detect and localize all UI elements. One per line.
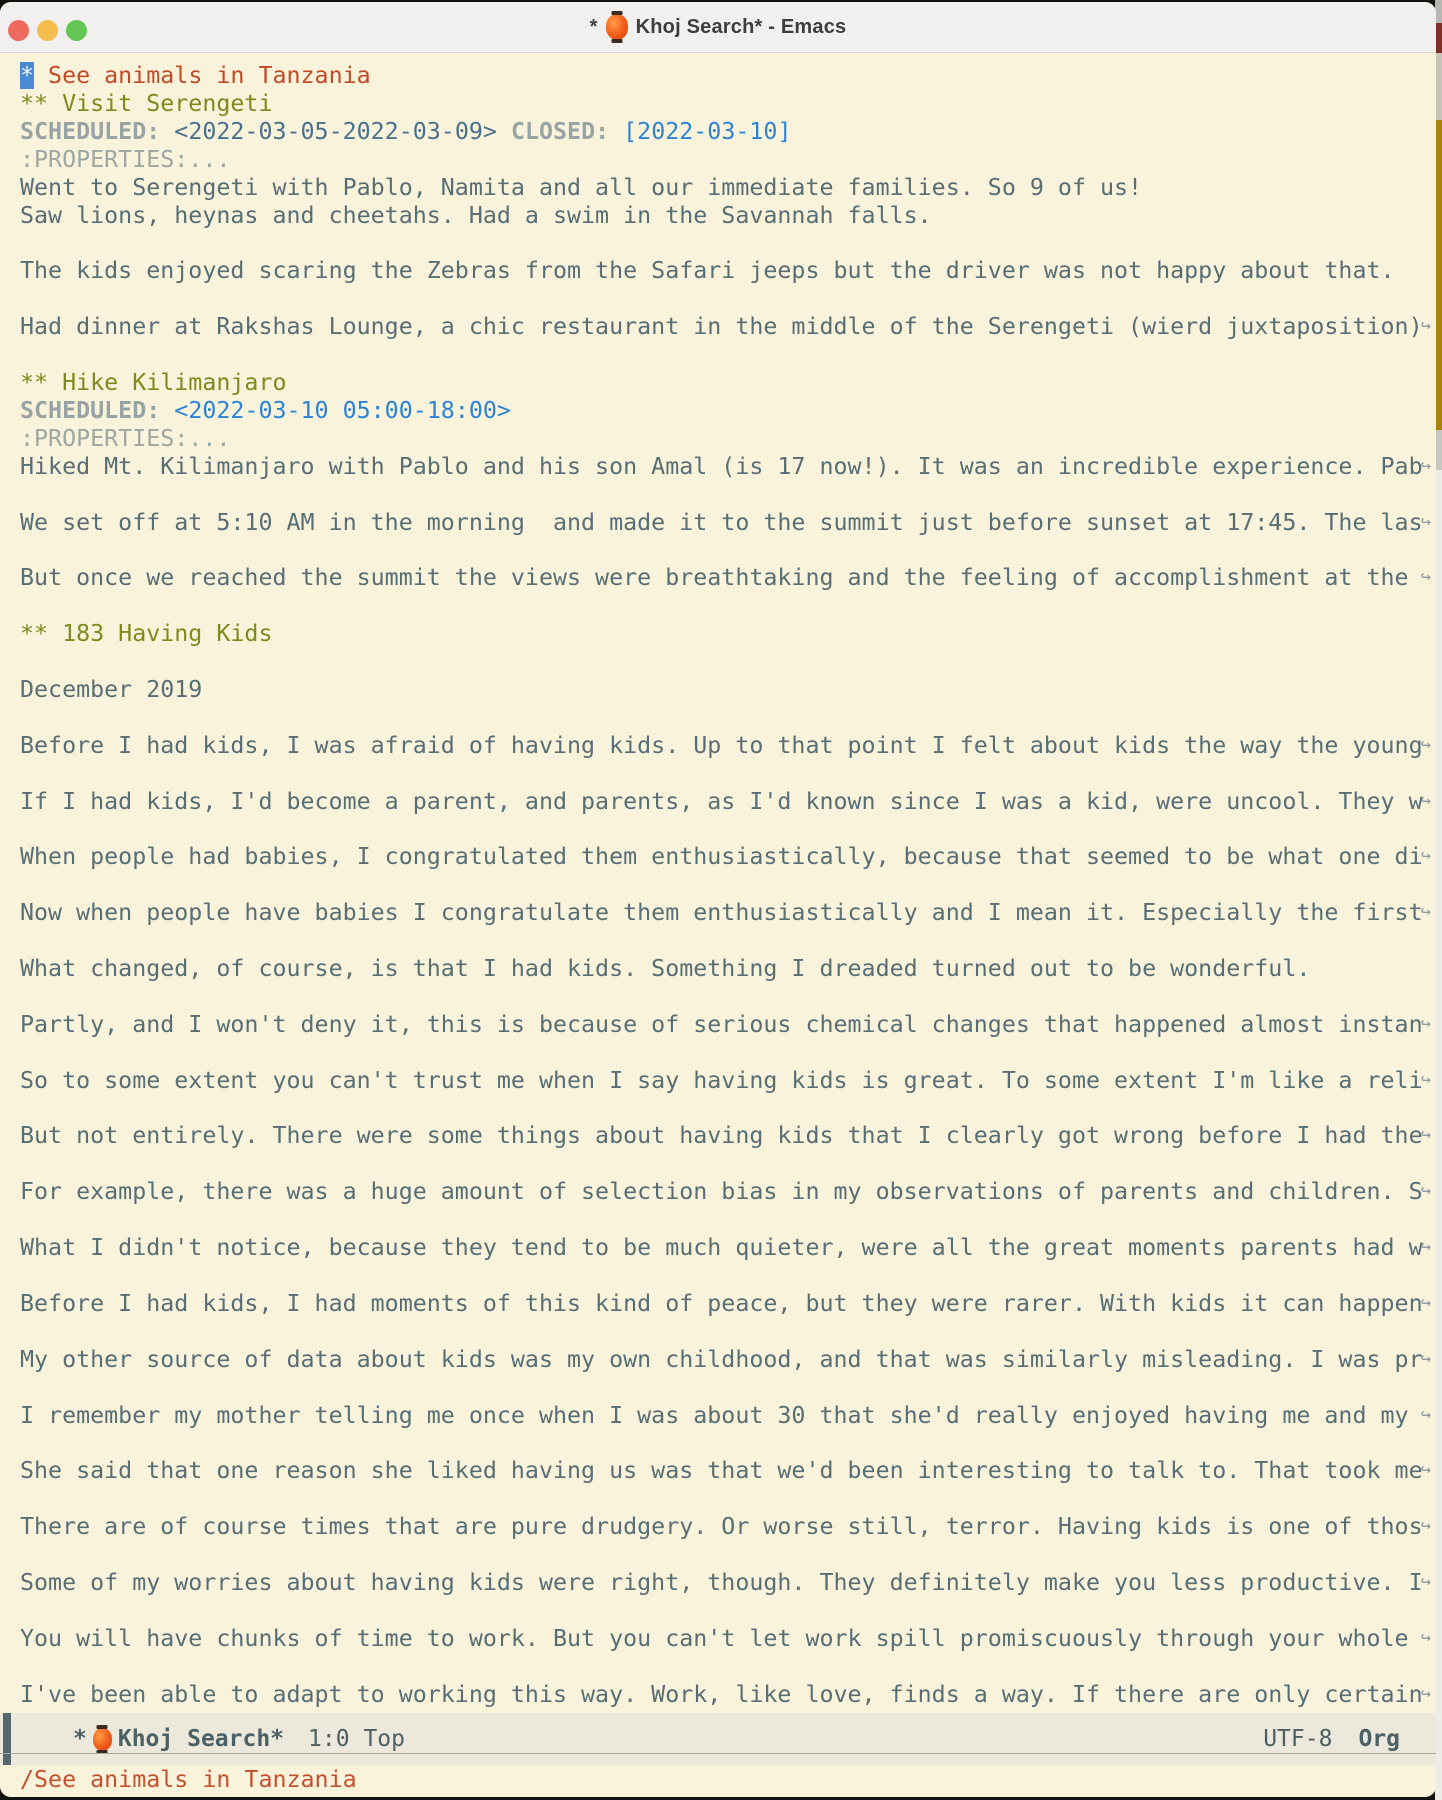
buffer-line[interactable] xyxy=(0,62,1436,90)
line-wrap-arrow-icon: ↪ xyxy=(1420,902,1431,923)
buffer-line[interactable] xyxy=(0,1011,1436,1039)
buffer-line[interactable] xyxy=(0,1457,1436,1485)
line-wrap-arrow-icon: ↪ xyxy=(1420,1571,1431,1592)
body-text: Now when people have babies I congratulate them enthusiastically and I mean it. Especially the first xyxy=(20,899,1423,927)
buffer-line[interactable] xyxy=(0,732,1436,760)
buffer-line[interactable] xyxy=(0,397,1436,425)
body-text: Before I had kids, I was afraid of having kids. Up to that point I felt about kids the way the young xyxy=(20,731,1423,759)
buffer-line[interactable] xyxy=(0,313,1436,341)
buffer-blank-line[interactable] xyxy=(0,1262,1436,1290)
body-text: You will have chunks of time to work. But you can't let work spill promiscuously through your whole xyxy=(20,1624,1423,1652)
buffer-line[interactable] xyxy=(0,1402,1436,1430)
encoding-indicator[interactable]: UTF-8 xyxy=(1263,1726,1333,1752)
lantern-icon xyxy=(93,1728,112,1751)
buffer-line[interactable] xyxy=(0,369,1436,397)
org-timestamp-range: <2022-03-05-2022-03-09> xyxy=(174,117,497,145)
text-cursor: * xyxy=(20,62,35,89)
line-wrap-arrow-icon: ↪ xyxy=(1420,567,1431,588)
buffer-blank-line[interactable] xyxy=(0,536,1436,564)
body-text: Some of my worries about having kids were right, though. They definitely make you less productive. I xyxy=(20,1568,1423,1596)
body-text: I've been able to adapt to working this way. Work, like love, finds a way. If there are only certain xyxy=(20,1680,1423,1708)
body-text: What changed, of course, is that I had kids. Something I dreaded turned out to be wonderful. xyxy=(20,955,1311,982)
mode-line xyxy=(0,1713,1436,1765)
buffer-blank-line[interactable] xyxy=(0,341,1436,369)
buffer-line[interactable] xyxy=(0,955,1436,983)
buffer-blank-line[interactable] xyxy=(0,1653,1436,1681)
line-wrap-arrow-icon: ↪ xyxy=(1420,1404,1431,1425)
buffer-line[interactable] xyxy=(0,1513,1436,1541)
mode-line-right xyxy=(1263,1726,1400,1752)
buffer-line[interactable] xyxy=(0,453,1436,481)
org-heading-2: ** Visit Serengeti xyxy=(20,89,273,117)
buffer-blank-line[interactable] xyxy=(0,871,1436,899)
body-text: There are of course times that are pure drudgery. Or worse still, terror. Having kids is one of thos xyxy=(20,1513,1423,1541)
line-wrap-arrow-icon: ↪ xyxy=(1420,1516,1431,1537)
buffer-blank-line[interactable] xyxy=(0,1374,1436,1402)
buffer-line[interactable] xyxy=(0,899,1436,927)
org-timestamp: [2022-03-10] xyxy=(623,117,792,145)
buffer-blank-line[interactable] xyxy=(0,1039,1436,1067)
line-col-indicator: 1:0 xyxy=(308,1726,350,1752)
body-text: But not entirely. There were some things about having kids that I clearly got wrong before I had the xyxy=(20,1122,1423,1150)
line-wrap-arrow-icon: ↪ xyxy=(1420,1069,1431,1090)
title-bar[interactable] xyxy=(0,2,1436,53)
background-window-sliver xyxy=(1435,0,1442,1800)
body-text: December 2019 xyxy=(20,675,203,703)
buffer-blank-line[interactable] xyxy=(0,760,1436,788)
body-text: We set off at 5:10 AM in the morning and made it to the summit just before sunset at 17:45. The las xyxy=(20,508,1423,536)
buffer-blank-line[interactable] xyxy=(0,983,1436,1011)
body-text: What I didn't notice, because they tend to be much quieter, were all the great moments parents had w xyxy=(20,1234,1423,1262)
buffer-blank-line[interactable] xyxy=(0,1206,1436,1234)
body-text: My other source of data about kids was my own childhood, and that was similarly misleading. I was pr xyxy=(20,1345,1423,1373)
body-text: If I had kids, I'd become a parent, and parents, as I'd known since I was a kid, were uncool. They w xyxy=(20,787,1423,815)
minibuffer[interactable] xyxy=(0,1765,1436,1797)
body-text: Saw lions, heynas and cheetahs. Had a swim in the Savannah falls. xyxy=(20,201,932,229)
org-buffer[interactable] xyxy=(0,53,1436,1713)
org-keyword: SCHEDULED: xyxy=(20,117,161,145)
line-wrap-arrow-icon: ↪ xyxy=(1420,1013,1431,1034)
body-text: The kids enjoyed scaring the Zebras from the Safari jeeps but the driver was not happy about that. xyxy=(20,257,1395,285)
buffer-blank-line[interactable] xyxy=(0,1597,1436,1625)
body-text: But once we reached the summit the views were breathtaking and the feeling of accomplishment at the xyxy=(20,564,1423,592)
body-text: For example, there was a huge amount of selection bias in my observations of parents and children. S xyxy=(20,1178,1423,1206)
buffer-blank-line[interactable] xyxy=(0,481,1436,509)
buffer-line[interactable] xyxy=(0,564,1436,592)
buffer-blank-line[interactable] xyxy=(0,229,1436,257)
body-text xyxy=(609,118,623,145)
line-wrap-arrow-icon: ↪ xyxy=(1420,1292,1431,1313)
lantern-icon xyxy=(606,14,628,40)
line-wrap-arrow-icon: ↪ xyxy=(1420,1348,1431,1369)
buffer-line[interactable] xyxy=(0,509,1436,537)
major-mode-indicator[interactable]: Org xyxy=(1358,1726,1400,1752)
line-wrap-arrow-icon: ↪ xyxy=(1420,1125,1431,1146)
buffer-line[interactable] xyxy=(0,1290,1436,1318)
mode-line-position xyxy=(308,1726,405,1752)
window-title-post: Khoj Search* - Emacs xyxy=(635,15,847,38)
minimize-button[interactable] xyxy=(37,20,58,41)
buffer-blank-line[interactable] xyxy=(0,648,1436,676)
buffer-blank-line[interactable] xyxy=(0,927,1436,955)
buffer-blank-line[interactable] xyxy=(0,1429,1436,1457)
body-text xyxy=(497,118,511,145)
buffer-blank-line[interactable] xyxy=(0,1541,1436,1569)
buffer-line[interactable] xyxy=(0,1122,1436,1150)
buffer-blank-line[interactable] xyxy=(0,1095,1436,1123)
buffer-line[interactable] xyxy=(0,1178,1436,1206)
line-wrap-arrow-icon: ↪ xyxy=(1420,846,1431,867)
line-wrap-arrow-icon: ↪ xyxy=(1420,511,1431,532)
buffer-blank-line[interactable] xyxy=(0,704,1436,732)
buffer-blank-line[interactable] xyxy=(0,1485,1436,1513)
body-text: So to some extent you can't trust me when I say having kids is great. To some extent I'm like a reli xyxy=(20,1066,1423,1094)
buffer-line[interactable] xyxy=(0,1067,1436,1095)
window-title-pre: * xyxy=(589,15,598,38)
buffer-blank-line[interactable] xyxy=(0,815,1436,843)
buffer-line[interactable] xyxy=(0,425,1436,453)
buffer-lines xyxy=(0,53,1436,1708)
body-text: I remember my mother telling me once when I was about 30 that she'd really enjoyed having me and my xyxy=(20,1401,1423,1429)
org-keyword: SCHEDULED: xyxy=(20,396,161,424)
buffer-line[interactable] xyxy=(0,788,1436,816)
body-text: She said that one reason she liked having us was that we'd been interesting to talk to. That took me xyxy=(20,1457,1423,1485)
body-text: Went to Serengeti with Pablo, Namita and all our immediate families. So 9 of us! xyxy=(20,173,1143,201)
body-text xyxy=(160,118,174,145)
buffer-line[interactable] xyxy=(0,118,1436,146)
buffer-blank-line[interactable] xyxy=(0,592,1436,620)
line-wrap-arrow-icon: ↪ xyxy=(1420,455,1431,476)
buffer-line[interactable] xyxy=(0,90,1436,118)
buffer-line[interactable] xyxy=(0,620,1436,648)
line-wrap-arrow-icon: ↪ xyxy=(1420,1683,1431,1704)
line-wrap-arrow-icon: ↪ xyxy=(1420,1237,1431,1258)
buffer-line[interactable] xyxy=(0,843,1436,871)
buffer-line[interactable] xyxy=(0,1346,1436,1374)
org-timestamp: <2022-03-10 05:00-18:00> xyxy=(174,396,511,424)
buffer-blank-line[interactable] xyxy=(0,1150,1436,1178)
buffer-line[interactable] xyxy=(0,174,1436,202)
line-wrap-arrow-icon: ↪ xyxy=(1420,790,1431,811)
buffer-line[interactable] xyxy=(0,1234,1436,1262)
line-wrap-arrow-icon: ↪ xyxy=(1420,316,1431,337)
org-keyword: CLOSED: xyxy=(510,117,610,145)
body-text: Partly, and I won't deny it, this is because of serious chemical changes that happened almost instan xyxy=(20,1010,1423,1038)
line-wrap-arrow-icon: ↪ xyxy=(1420,1627,1431,1648)
window-title xyxy=(590,14,847,40)
buffer-line[interactable] xyxy=(0,1569,1436,1597)
scroll-position-indicator: Top xyxy=(363,1726,405,1752)
buffer-blank-line[interactable] xyxy=(0,285,1436,313)
line-wrap-arrow-icon: ↪ xyxy=(1420,734,1431,755)
buffer-line[interactable] xyxy=(0,1625,1436,1653)
org-heading-1: See animals in Tanzania xyxy=(34,62,371,89)
org-heading-2: ** 183 Having Kids xyxy=(20,620,273,648)
buffer-line[interactable] xyxy=(0,1681,1436,1709)
emacs-window xyxy=(0,2,1436,1797)
line-wrap-arrow-icon: ↪ xyxy=(1420,1460,1431,1481)
body-text xyxy=(160,397,174,424)
body-text: Before I had kids, I had moments of this kind of peace, but they were rarer. With kids it can happen xyxy=(20,1289,1423,1317)
minibuffer-text: /See animals in Tanzania xyxy=(20,1766,357,1793)
buffer-line[interactable] xyxy=(0,257,1436,285)
body-text: When people had babies, I congratulated them enthusiastically, because that seemed to be what one di xyxy=(20,843,1423,871)
org-properties-drawer: :PROPERTIES:... xyxy=(20,424,231,452)
close-button[interactable] xyxy=(8,20,29,41)
traffic-lights xyxy=(8,20,87,41)
body-text: Had dinner at Rakshas Lounge, a chic restaurant in the middle of the Serengeti (wierd juxtaposition) xyxy=(20,313,1423,341)
buffer-blank-line[interactable] xyxy=(0,1318,1436,1346)
mode-line-buffer-name[interactable]: * Khoj Search* xyxy=(73,1726,285,1752)
body-text: Hiked Mt. Kilimanjaro with Pablo and his son Amal (is 17 now!). It was an incredible experience. Pab xyxy=(20,452,1423,480)
zoom-button[interactable] xyxy=(66,20,87,41)
org-heading-2: ** Hike Kilimanjaro xyxy=(20,368,287,396)
line-wrap-arrow-icon: ↪ xyxy=(1420,1181,1431,1202)
buffer-line[interactable] xyxy=(0,202,1436,230)
org-properties-drawer: :PROPERTIES:... xyxy=(20,145,231,173)
buffer-line[interactable] xyxy=(0,676,1436,704)
mode-line-edge-bar xyxy=(3,1713,11,1765)
buffer-line[interactable] xyxy=(0,146,1436,174)
